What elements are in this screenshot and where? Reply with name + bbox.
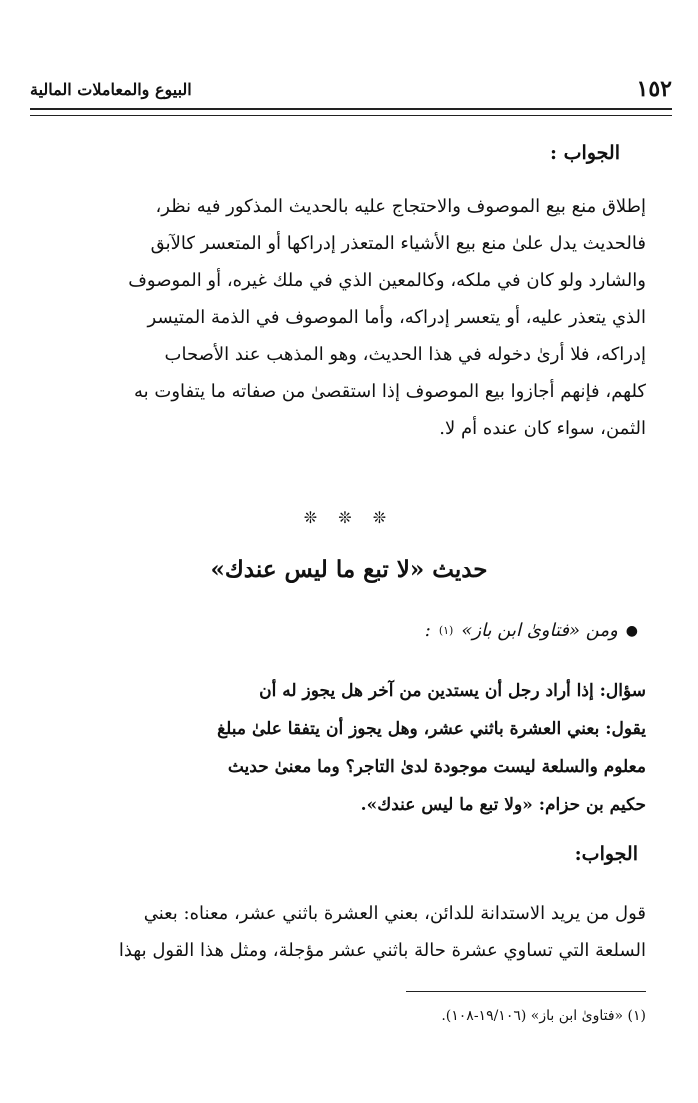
header-rule-thin — [30, 115, 672, 116]
section-title: حديث «لا تبع ما ليس عندك» — [210, 556, 488, 583]
footnote: (١) «فتاوىٰ ابن باز» (١٩/١٠٦-١٠٨). — [441, 1008, 646, 1024]
answer-paragraph-2 — [56, 895, 646, 969]
text-line: إدراكه، فلا أرىٰ دخوله في هذا الحديث، وهو المذهب عند الأصحاب — [164, 344, 646, 365]
text-line: كلهم، فإنهم أجازوا بيع الموصوف إذا استقصىٰ من صفاته ما يتفاوت به — [134, 381, 646, 402]
text-line: معلوم والسلعة ليست موجودة لدىٰ التاجر؟ وما معنىٰ حديث — [227, 757, 646, 777]
running-title: البيوع والمعاملات المالية — [30, 79, 192, 99]
text-line: يقول: بعني العشرة باثني عشر، وهل يجوز أن يتفقا علىٰ مبلغ — [217, 719, 646, 739]
answer-heading-1: الجواب : — [550, 142, 620, 164]
source-text: ومن «فتاوىٰ ابن باز» — [461, 620, 618, 641]
source-line — [425, 620, 638, 641]
text-line: حكيم بن حزام: «ولا تبع ما ليس عندك». — [360, 795, 646, 815]
text-line: والشارد ولو كان في ملكه، وكالمعين الذي في ملك غيره، أو الموصوف — [128, 270, 646, 291]
text-line: إطلاق منع بيع الموصوف والاحتجاج عليه بالحديث المذكور فيه نظر، — [155, 196, 646, 217]
page-number: ١٥٢ — [636, 76, 672, 102]
text-line: قول من يريد الاستدانة للدائن، بعني العشرة باثني عشر، معناه: بعني — [143, 903, 646, 924]
header-rule-thick — [30, 108, 672, 110]
text-line: سؤال: إذا أراد رجل أن يستدين من آخر هل يجوز له أن — [259, 681, 646, 701]
page-header — [30, 74, 672, 104]
footnote-rule — [406, 991, 646, 992]
text-line: فالحديث يدل علىٰ منع بيع الأشياء المتعذر إدراكها أو المتعسر كالآبق — [150, 233, 646, 254]
text-line: الثمن، سواء كان عنده أم لا. — [439, 418, 646, 439]
question-paragraph — [56, 672, 646, 824]
footnote-ref: (١) — [438, 624, 454, 637]
bullet-icon: ● — [625, 622, 638, 639]
answer-paragraph-1 — [56, 188, 646, 447]
text-line: السلعة التي تساوي عشرة حالة باثني عشر مؤجلة، ومثل هذا القول بهذا — [118, 940, 646, 961]
text-line: الذي يتعذر عليه، أو يتعسر إدراكه، وأما الموصوف في الذمة المتيسر — [147, 307, 646, 328]
answer-heading-2: الجواب: — [574, 843, 638, 865]
section-separator: ❊ ❊ ❊ — [303, 508, 395, 527]
source-suffix: : — [424, 620, 431, 641]
